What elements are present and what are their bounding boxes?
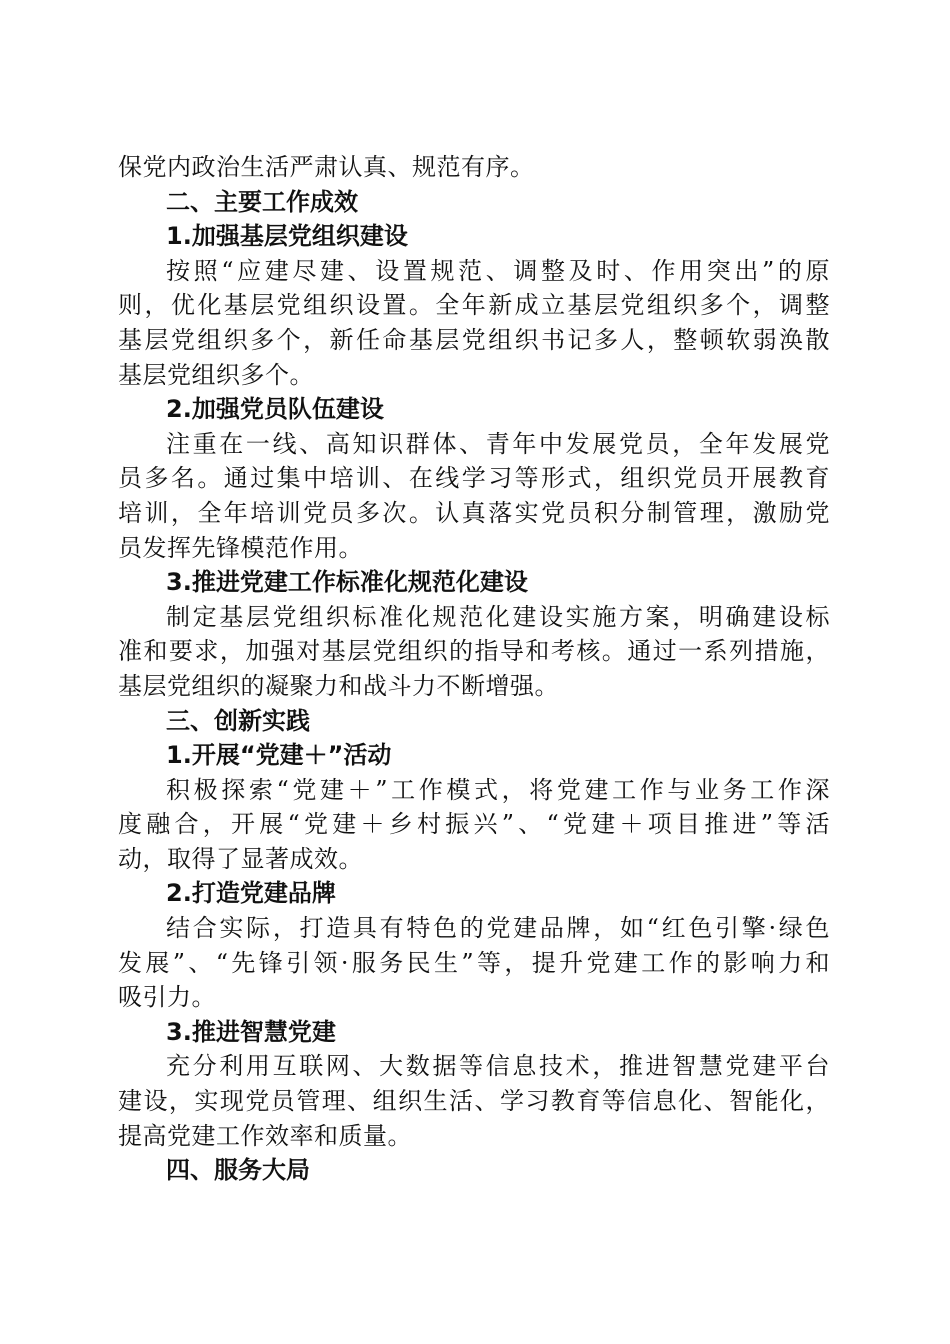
paragraph-line: 基层党组织的凝聚力和战斗力不断增强。: [118, 671, 559, 700]
paragraph-line: 注重在一线、高知识群体、青年中发展党员，全年发展党: [166, 429, 830, 458]
paragraph-line: 按照“应建尽建、设置规范、调整及时、作用突出”的原: [166, 256, 830, 285]
paragraph-line: 结合实际，打造具有特色的党建品牌，如“红色引擎·绿色: [166, 914, 830, 943]
paragraph-line: 充分利用互联网、大数据等信息技术，推进智慧党建平台: [166, 1052, 830, 1081]
paragraph-line: 培训，全年培训党员多次。认真落实党员积分制管理，激励党: [118, 498, 830, 527]
paragraph-line: 基层党组织多个，新任命基层党组织书记多人，整顿软弱涣散: [118, 325, 830, 354]
document-page: [118, 150, 830, 1188]
paragraph-line: 基层党组织多个。: [118, 360, 314, 389]
paragraph-line: 制定基层党组织标准化规范化建设实施方案，明确建设标: [166, 602, 830, 631]
subsection-heading: 3.推进党建工作标准化规范化建设: [166, 568, 528, 597]
paragraph-line: 提高党建工作效率和质量。: [118, 1121, 412, 1150]
paragraph-line: 积极探索“党建＋”工作模式，将党建工作与业务工作深: [166, 775, 830, 804]
paragraph-line: 吸引力。: [118, 983, 216, 1012]
paragraph-line: 员发挥先锋模范作用。: [118, 533, 363, 562]
paragraph-line: 度融合，开展“党建＋乡村振兴”、“党建＋项目推进”等活: [118, 810, 830, 839]
section-heading: 四、服务大局: [166, 1156, 310, 1185]
subsection-heading: 1.开展“党建＋”活动: [166, 741, 392, 770]
subsection-heading: 3.推进智慧党建: [166, 1017, 336, 1046]
subsection-heading: 2.加强党员队伍建设: [166, 395, 384, 424]
section-heading: 二、主要工作成效: [166, 187, 358, 216]
paragraph-line: 员多名。通过集中培训、在线学习等形式，组织党员开展教育: [118, 464, 830, 493]
paragraph-line: 建设，实现党员管理、组织生活、学习教育等信息化、智能化，: [118, 1087, 830, 1116]
section-heading: 三、创新实践: [166, 706, 310, 735]
paragraph-line: 保党内政治生活严肃认真、规范有序。: [118, 153, 535, 181]
paragraph-line: 准和要求，加强对基层党组织的指导和考核。通过一系列措施，: [118, 637, 830, 666]
paragraph-line: 动，取得了显著成效。: [118, 844, 363, 873]
subsection-heading: 1.加强基层党组织建设: [166, 222, 408, 251]
paragraph-line: 发展”、“先锋引领·服务民生”等，提升党建工作的影响力和: [118, 948, 830, 977]
paragraph-line: 则，优化基层党组织设置。全年新成立基层党组织多个，调整: [118, 291, 830, 320]
subsection-heading: 2.打造党建品牌: [166, 879, 336, 908]
